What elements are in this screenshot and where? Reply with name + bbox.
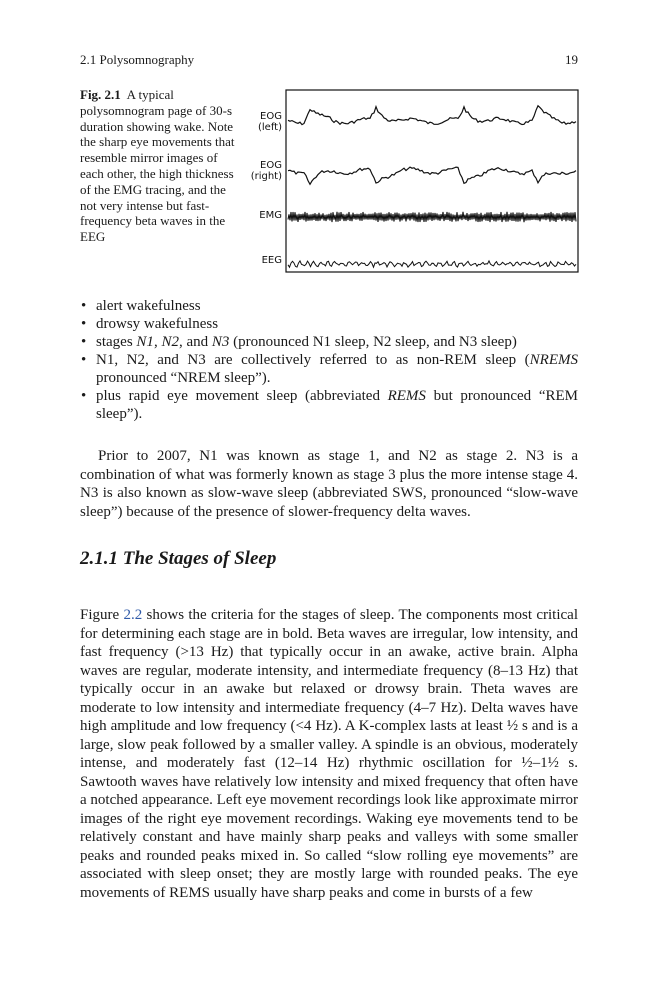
list-item: • drowsy wakefulness: [81, 316, 219, 332]
trace-group: [288, 106, 576, 267]
list-item: • N1, N2, and N3 are collectively referred to as non-REM sleep (NREMS pronounced “NREM sleep”).: [81, 352, 578, 386]
paragraph-stage-history: Prior to 2007, N1 was known as stage 1, and N2 as stage 2. N3 is a combination of what was formerly known as stage 3 plus the more intense stage 4. N3 is also known as slow-wave sleep (abbreviated SWS, pronounced “slow-wave sleep”) because of the presence of slower-frequency delta waves.: [80, 448, 578, 520]
header-section: 2.1 Polysomnography: [80, 52, 195, 67]
list-item: • plus rapid eye movement sleep (abbreviated REMS but pronounced “REM sleep”).: [81, 388, 578, 422]
eeg-trace: [288, 261, 576, 267]
paragraph-stage-criteria: Figure 2.2 shows the criteria for the stages of sleep. The components most critical for determining each stage are in bold. Beta waves are irregular, low intensity, and fast frequency (>13 Hz) that typically occur in an awake, active brain. Alpha waves are regular, moderate intensity, and intermediate frequency (8–13 Hz) that typically occur in an awake but relaxed or drowsy brain. Theta waves are moderate to low intensity and intermediate frequency (4–7 Hz). Delta waves have high amplitude and low frequency (<4 Hz). A K-complex lasts at least ½ s and is a large, slow peak followed by a smaller valley. A spindle is an obvious, moderately intense, and moderately fast (12–14 Hz) rhythmic oscillation for ½–1½ s. Sawtooth waves have relatively low intensity and mixed frequency that often have a notched appearance. Left eye movement recordings look like approximate mirror images of the right eye movement recordings. Waking eye movements tend to be relatively constant and have mainly sharp peaks and valleys with some smaller peaks and rounded peaks mixed in. So called “slow rolling eye movements” are associated with sleep onset; they are mostly large with rounded peaks. The eye movements of REMS usually have sharp peaks and come in bursts of a few: [80, 607, 578, 901]
polysomnogram-figure: [246, 89, 580, 273]
polysomnogram-svg: [246, 89, 580, 273]
figure-label: Fig. 2.1: [80, 87, 121, 102]
running-header: [80, 52, 578, 68]
figure-reference-link[interactable]: 2.2: [123, 607, 143, 623]
label-eog-left-1: EOG: [260, 111, 282, 122]
list-item: • stages N1, N2, and N3 (pronounced N1 sleep, N2 sleep, and N3 sleep): [81, 334, 517, 350]
page-number: 19: [565, 52, 578, 67]
label-emg: EMG: [259, 210, 282, 221]
caption-text: A typical polysomnogram page of 30-s duration showing wake. Note the sharp eye movements that resemble mirror images of each other, the high thickness of the EMG tracing, and the not very intense but fast-frequency beta waves in the EEG: [80, 87, 235, 245]
list-item: • alert wakefulness: [81, 298, 201, 314]
eog-right-trace: [288, 167, 576, 184]
section-title: 2.1.1 The Stages of Sleep: [80, 548, 277, 569]
label-eeg: EEG: [261, 255, 282, 266]
label-eog-right-2: (right): [250, 171, 282, 182]
label-eog-left-2: (left): [258, 122, 282, 133]
label-eog-right-1: EOG: [260, 160, 282, 171]
emg-trace: [288, 212, 576, 222]
figure-caption: [80, 87, 238, 245]
eog-left-trace: [288, 106, 576, 125]
sleep-stage-list: [80, 297, 578, 423]
